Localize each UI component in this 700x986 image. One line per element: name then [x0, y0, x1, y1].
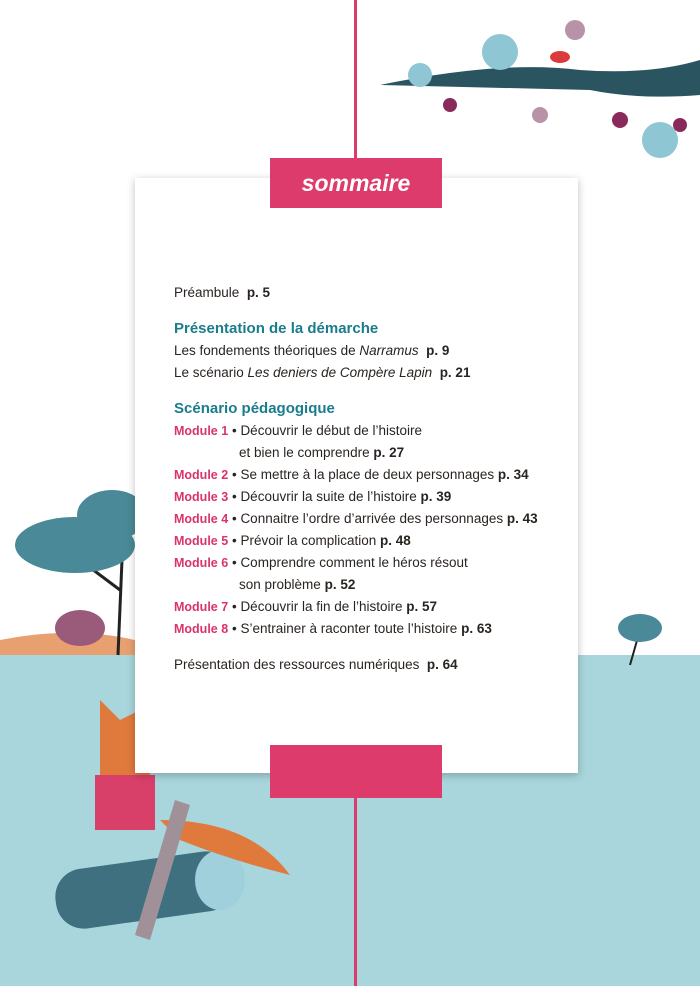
- module-entry[interactable]: [174, 596, 538, 618]
- entry-label: Les fondements théoriques de: [174, 343, 360, 358]
- bullet: •: [231, 511, 237, 526]
- branch-with-bird-icon: [380, 20, 700, 158]
- module-entry-continued[interactable]: [174, 442, 538, 464]
- module-title-cont: et bien le comprendre: [239, 445, 370, 460]
- module-title: S’entrainer à raconter toute l’histoire: [240, 621, 458, 636]
- bullet: •: [231, 621, 237, 636]
- entry-label: Présentation des ressources numériques: [174, 657, 420, 672]
- page-number: p. 43: [506, 511, 538, 526]
- bullet: •: [231, 489, 237, 504]
- module-title: Comprendre comment le héros résout: [240, 555, 468, 570]
- page-number: p. 9: [426, 343, 450, 358]
- module-label: Module 3: [174, 490, 229, 504]
- page-number: p. 5: [246, 285, 271, 300]
- module-title: Se mettre à la place de deux personnages: [240, 467, 495, 482]
- module-label: Module 1: [174, 424, 229, 438]
- divider-line-top: [354, 0, 357, 178]
- module-title: Connaitre l’ordre d’arrivée des personnages: [240, 511, 504, 526]
- page-number: p. 64: [426, 657, 458, 672]
- module-label: Module 6: [174, 556, 229, 570]
- page-number: p. 52: [324, 577, 356, 592]
- page-number: p. 34: [497, 467, 529, 482]
- module-entry[interactable]: [174, 464, 538, 486]
- module-entry[interactable]: [174, 486, 538, 508]
- entry-label: Préambule: [174, 285, 240, 300]
- module-entry[interactable]: [174, 508, 538, 530]
- toc-entry-preambule[interactable]: [174, 282, 538, 304]
- page-title: sommaire: [301, 169, 411, 196]
- bullet: •: [231, 599, 237, 614]
- module-entry[interactable]: [174, 420, 538, 442]
- module-label: Module 5: [174, 534, 229, 548]
- module-list: [174, 420, 538, 640]
- page-number: p. 57: [406, 599, 438, 614]
- module-label: Module 8: [174, 622, 229, 636]
- entry-title: Narramus: [359, 343, 419, 358]
- module-entry[interactable]: [174, 552, 538, 574]
- module-title: Découvrir la suite de l’histoire: [240, 489, 417, 504]
- page-number: p. 63: [461, 621, 492, 636]
- module-title: Découvrir la fin de l’histoire: [240, 599, 403, 614]
- section-heading: Scénario pédagogique: [174, 400, 335, 417]
- page-number: p. 48: [380, 533, 411, 548]
- module-title: Prévoir la complication: [240, 533, 377, 548]
- bullet: •: [231, 467, 237, 482]
- module-title: Découvrir le début de l’histoire: [240, 423, 423, 438]
- module-entry[interactable]: [174, 618, 538, 640]
- toc-entry[interactable]: [174, 362, 538, 384]
- bullet: •: [231, 533, 237, 548]
- tree-left-icon: [15, 490, 147, 655]
- entry-label: Le scénario: [174, 365, 248, 380]
- section-heading: Présentation de la démarche: [174, 320, 379, 337]
- divider-line-bottom: [354, 798, 357, 986]
- page-number: p. 21: [439, 365, 471, 380]
- bullet: •: [231, 555, 237, 570]
- page-number: p. 39: [420, 489, 452, 504]
- module-label: Module 7: [174, 600, 229, 614]
- toc-entry-ressources[interactable]: [174, 654, 538, 676]
- module-entry[interactable]: [174, 530, 538, 552]
- bottom-tab: [270, 745, 442, 798]
- entry-title: Les deniers de Compère Lapin: [247, 365, 433, 380]
- module-entry-continued[interactable]: [174, 574, 538, 596]
- table-of-contents: [174, 282, 538, 676]
- toc-entry[interactable]: [174, 340, 538, 362]
- module-title-cont: son problème: [239, 577, 321, 592]
- module-label: Module 4: [174, 512, 229, 526]
- bullet: •: [231, 423, 237, 438]
- title-banner: [270, 158, 442, 208]
- page-number: p. 27: [373, 445, 405, 460]
- module-label: Module 2: [174, 468, 229, 482]
